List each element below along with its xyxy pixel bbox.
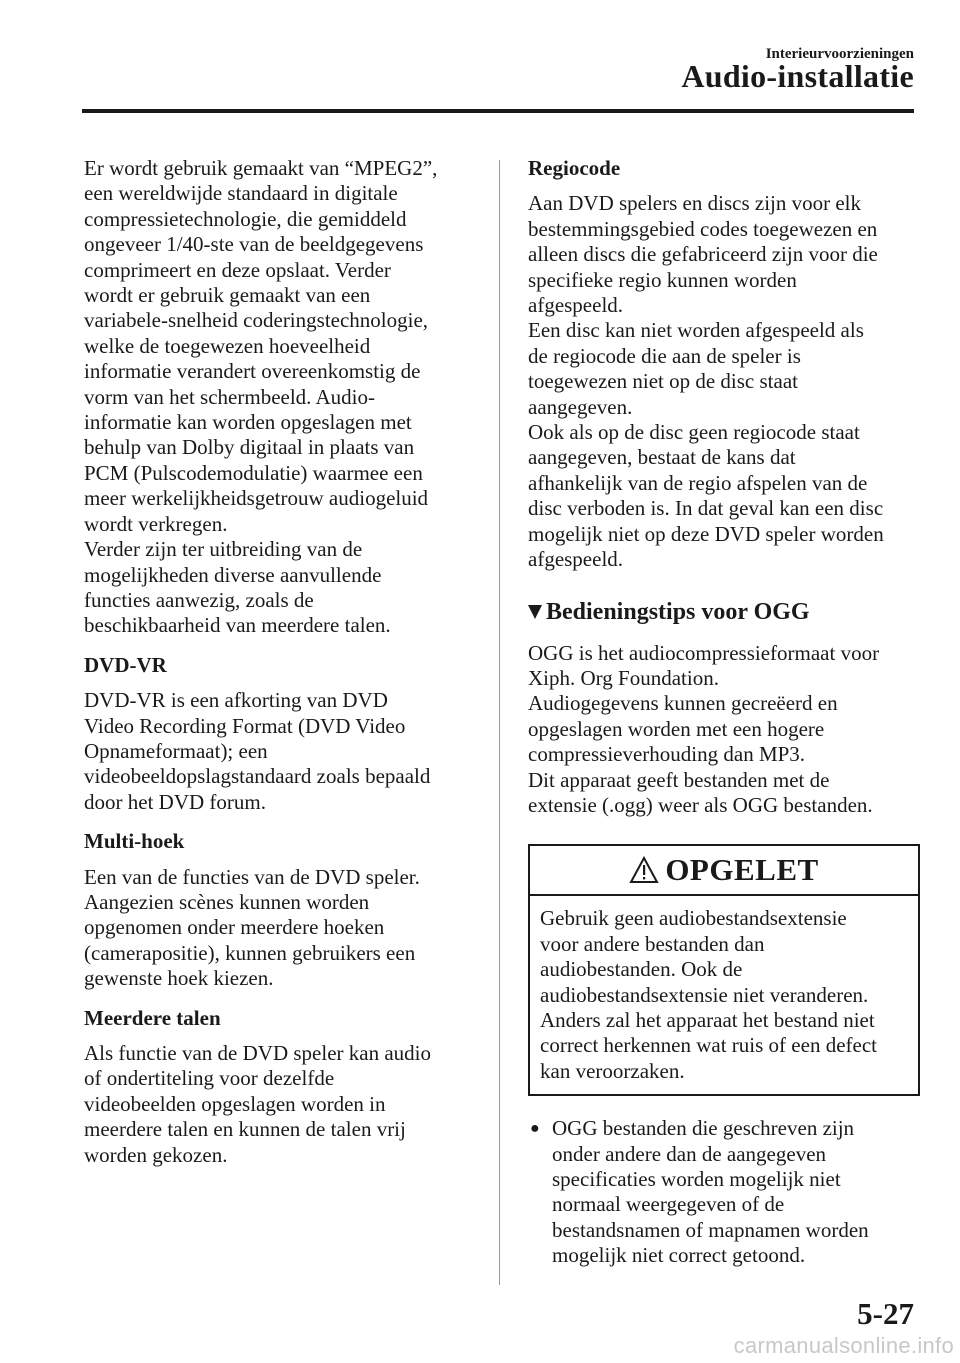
talen-heading: Meerdere talen [84, 1005, 221, 1030]
bullet-list-item [528, 1116, 920, 1268]
text-line: kan veroorzaken. [540, 1058, 685, 1083]
text-line: Aan DVD spelers en discs zijn voor elk [528, 191, 862, 216]
caution-label: OPGELET [665, 852, 819, 888]
text-line: opgeslagen worden met een hogere [528, 716, 825, 741]
text-line: Audiogegevens kunnen gecreëerd en [528, 691, 838, 716]
text-line: wordt er gebruik gemaakt van een [84, 283, 371, 308]
bullet-dot-icon: ● [530, 1120, 540, 1138]
text-line: gewenste hoek kiezen. [84, 966, 274, 991]
dvdvr-heading: DVD-VR [84, 652, 167, 677]
text-line: vorm van het schermbeeld. Audio- [84, 384, 376, 409]
text-line: mogelijk niet correct getoond. [552, 1243, 806, 1268]
text-line: afgespeeld. [528, 547, 624, 572]
text-line: wordt verkregen. [84, 511, 228, 536]
text-line: correct herkennen wat ruis of een defect [540, 1033, 877, 1058]
caution-box [528, 844, 920, 1096]
text-line: toegewezen niet op de disc staat [528, 369, 798, 394]
text-line: opgenomen onder meerdere hoeken [84, 915, 385, 940]
page-title: Audio-installatie [681, 58, 914, 94]
dvdvr-paragraph [84, 688, 479, 815]
text-line: mogelijk niet op deze DVD speler worden [528, 521, 884, 546]
text-line: Ook als op de disc geen regiocode staat [528, 420, 860, 445]
text-line: Opnameformaat); een [84, 738, 268, 763]
text-line: Een van de functies van de DVD speler. [84, 864, 420, 889]
text-line: een wereldwijde standaard in digitale [84, 181, 398, 206]
text-line: bestemmingsgebied codes toegewezen en [528, 216, 878, 241]
text-line: ongeveer 1/40-ste van de beeldgegevens [84, 232, 424, 257]
text-line: compressietechnologie, die gemiddeld [84, 206, 407, 231]
text-line: Gebruik geen audiobestandsextensie [540, 906, 847, 931]
text-line: Dit apparaat geeft bestanden met de [528, 767, 830, 792]
regiocode-paragraph [528, 191, 920, 572]
text-line: compressieverhouding dan MP3. [528, 742, 806, 767]
text-line: comprimeert en deze opslaat. Verder [84, 257, 391, 282]
text-line: aangegeven. [528, 394, 633, 419]
watermark: carmanualsonline.info [733, 1333, 954, 1358]
text-line: Er wordt gebruik gemaakt van “MPEG2”, [84, 156, 438, 180]
text-line: informatie kan worden opgeslagen met [84, 410, 412, 435]
text-line: OGG is het audiocompressieformaat voor [528, 640, 880, 665]
text-line: Een disc kan niet worden afgespeeld als [528, 318, 864, 343]
bullet-text [552, 1116, 869, 1268]
column-divider [499, 160, 500, 1285]
text-line: disc verboden is. In dat geval kan een disc [528, 496, 884, 521]
text-line: informatie verandert overeenkomstig de [84, 359, 421, 384]
text-line: videobeeldopslagstandaard zoals bepaald [84, 764, 431, 789]
text-line: audiobestanden. Ook de [540, 957, 743, 982]
text-line: meerdere talen en kunnen de talen vrij [84, 1117, 406, 1142]
triangle-bullet-icon [528, 605, 542, 619]
caution-header [530, 846, 918, 896]
right-column [528, 156, 920, 1269]
text-line: de regiocode die aan de speler is [528, 343, 801, 368]
text-line: variabele-snelheid coderingstechnologie, [84, 308, 429, 333]
text-line: extensie (.ogg) weer als OGG bestanden. [528, 792, 873, 817]
warning-triangle-icon [629, 856, 659, 884]
text-line: PCM (Pulscodemodulatie) waarmee een [84, 460, 423, 485]
ogg-heading-text: Bedieningstips voor OGG [546, 598, 810, 625]
chapter-name: Interieurvoorzieningen [765, 46, 914, 62]
text-line: beschikbaarheid van meerdere talen. [84, 613, 391, 638]
text-line: (camerapositie), kunnen gebruikers een [84, 940, 416, 965]
text-line: Xiph. Org Foundation. [528, 665, 719, 690]
text-line: voor andere bestanden dan [540, 931, 765, 956]
multihoek-paragraph [84, 865, 479, 992]
text-line: onder andere dan de aangegeven [552, 1141, 827, 1166]
page-number: 5-27 [857, 1296, 914, 1331]
text-line: functies aanwezig, zoals de [84, 587, 314, 612]
text-line: afgespeeld. [528, 293, 624, 318]
text-line: videobeelden opgeslagen worden in [84, 1091, 386, 1116]
text-line: meer werkelijkheidsgetrouw audiogeluid [84, 486, 429, 511]
text-line: behulp van Dolby digitaal in plaats van [84, 435, 415, 460]
header-rule [82, 109, 914, 113]
text-line: specifieke regio kunnen worden [528, 267, 797, 292]
text-line: worden gekozen. [84, 1142, 228, 1167]
multihoek-heading: Multi-hoek [84, 829, 185, 854]
text-line: specificaties worden mogelijk niet [552, 1167, 841, 1191]
intro-paragraph [84, 156, 479, 639]
text-line: aangegeven, bestaat de kans dat [528, 445, 796, 470]
caution-body [530, 896, 918, 1094]
text-line: Video Recording Format (DVD Video [84, 713, 406, 738]
text-line: of ondertiteling voor dezelfde [84, 1066, 335, 1091]
text-line: Aangezien scènes kunnen worden [84, 889, 370, 914]
talen-paragraph [84, 1041, 479, 1168]
left-column [84, 156, 479, 1168]
text-line: bestandsnamen of mapnamen worden [552, 1217, 869, 1242]
text-line: audiobestandsextensie niet veranderen. [540, 982, 869, 1007]
text-line: door het DVD forum. [84, 789, 266, 814]
text-line: Anders zal het apparaat het bestand niet [540, 1007, 875, 1032]
text-line: OGG bestanden die geschreven zijn [552, 1116, 855, 1141]
text-line: Verder zijn ter uitbreiding van de [84, 537, 363, 562]
text-line: mogelijkheden diverse aanvullende [84, 562, 382, 587]
text-line: afhankelijk van de regio afspelen van de [528, 470, 868, 495]
text-line: DVD-VR is een afkorting van DVD [84, 688, 388, 713]
text-line: alleen discs die gefabriceerd zijn voor die [528, 242, 878, 267]
regiocode-heading: Regiocode [528, 156, 621, 180]
ogg-paragraph [528, 641, 920, 819]
text-line: normaal weergegeven of de [552, 1192, 785, 1217]
text-line: welke de toegewezen hoeveelheid [84, 333, 371, 358]
ogg-section-heading [528, 597, 920, 627]
text-line: Als functie van de DVD speler kan audio [84, 1041, 431, 1065]
